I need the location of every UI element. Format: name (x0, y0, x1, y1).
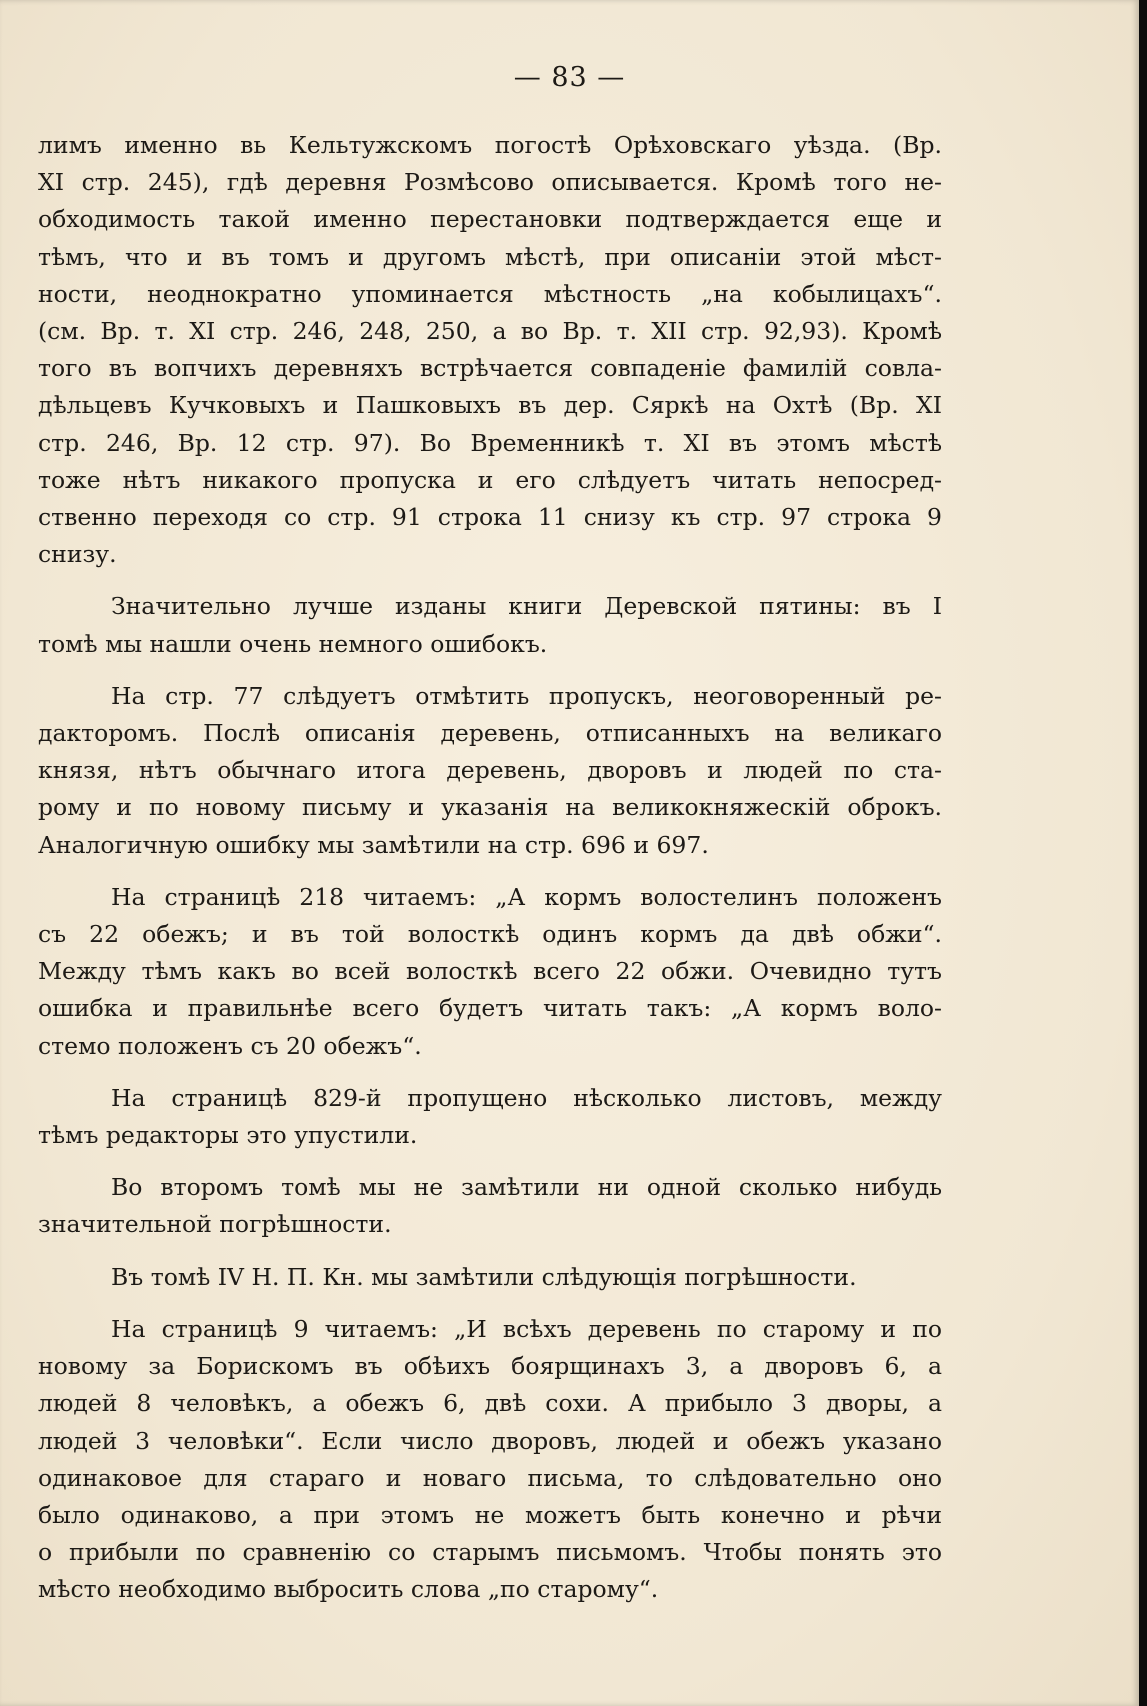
text-line: лимъ именно вь Кельтужскомъ погостѣ Орѣховскаго уѣзда. (Вр. (38, 131, 942, 159)
text-line: одинаковое для стараго и новаго письма, то слѣдовательно оно (38, 1463, 942, 1492)
paragraph-gap (38, 1244, 942, 1259)
text-line: князя, нѣтъ обычнаго итога деревень, дворовъ и людей по ста- (38, 756, 942, 785)
page-number: — 83 — (513, 62, 626, 93)
text-line: рому и по новому письму и указанія на великокняжескій оброкъ. (38, 793, 942, 822)
paragraph-gap (38, 1154, 942, 1169)
text-line: дѣльцевъ Кучковыхъ и Пашковыхъ въ дер. Сяркѣ на Охтѣ (Вр. XI (38, 391, 942, 420)
paragraph-gap (38, 1065, 942, 1080)
paragraph (38, 1169, 942, 1243)
paragraph-gap (38, 1296, 942, 1311)
paragraph-gap (38, 864, 942, 879)
text-line: Аналогичную ошибку мы замѣтили на стр. 696 и 697. (38, 830, 709, 859)
paragraph (38, 588, 942, 662)
paragraph-gap (38, 573, 942, 588)
paragraph (38, 879, 942, 1065)
text-line: На стр. 77 слѣдуетъ отмѣтить пропускъ, неоговоренный ре- (111, 681, 942, 710)
text-line: XI стр. 245), гдѣ деревня Розмѣсово описывается. Кромѣ того не- (38, 168, 942, 197)
text-line: снизу. (38, 540, 117, 569)
paragraph (38, 1080, 942, 1154)
text-line: Во второмъ томѣ мы не замѣтили ни одной сколько нибудь (111, 1173, 942, 1202)
text-line: тѣмъ, что и въ томъ и другомъ мѣстѣ, при описаніи этой мѣст- (38, 242, 942, 271)
text-line: обходимость такой именно перестановки подтверждается еще и (38, 205, 942, 234)
page-edge-shadow (1139, 0, 1147, 1706)
paragraph (38, 127, 942, 573)
text-line: съ 22 обежъ; и въ той волосткѣ одинъ кормъ да двѣ обжи“. (38, 920, 942, 949)
paragraph-gap (38, 663, 942, 678)
text-line: Значительно лучше изданы книги Деревской пятины: въ I (111, 592, 942, 621)
text-line: было одинаково, а при этомъ не можетъ быть конечно и рѣчи (38, 1500, 942, 1529)
paragraph (38, 1311, 942, 1609)
text-line: людей 8 человѣкъ, а обежъ 6, двѣ сохи. А прибыло 3 дворы, а (38, 1389, 942, 1418)
text-line: новому за Борискомъ въ обѣихъ боярщинахъ 3, а дворовъ 6, а (38, 1352, 942, 1381)
text-line: томѣ мы нашли очень немного ошибокъ. (38, 629, 548, 658)
text-line: о прибыли по сравненію со старымъ письмомъ. Чтобы понять это (38, 1538, 942, 1567)
text-line: стр. 246, Вр. 12 стр. 97). Во Временникѣ т. XI въ этомъ мѣстѣ (38, 428, 942, 457)
text-line: дакторомъ. Послѣ описанія деревень, отписанныхъ на великаго (38, 719, 942, 748)
text-line: Въ томѣ IV Н. П. Кн. мы замѣтили слѣдующія погрѣшности. (111, 1262, 857, 1291)
text-line: На страницѣ 218 читаемъ: „А кормъ волостелинъ положенъ (111, 882, 942, 911)
text-line: значительной погрѣшности. (38, 1210, 392, 1239)
text-line: На страницѣ 9 читаемъ: „И всѣхъ деревень по старому и по (111, 1314, 942, 1343)
text-line: стемо положенъ съ 20 обежъ“. (38, 1031, 422, 1060)
text-line: ственно переходя со стр. 91 строка 11 снизу къ стр. 97 строка 9 (38, 503, 942, 532)
text-line: мѣсто необходимо выбросить слова „по старому“. (38, 1575, 659, 1604)
text-line: (см. Вр. т. XI стр. 246, 248, 250, а во Вр. т. XII стр. 92,93). Кромѣ (38, 317, 942, 346)
text-line: людей 3 человѣки“. Если число дворовъ, людей и обежъ указано (38, 1426, 942, 1455)
paragraph (38, 678, 942, 864)
text-line: тѣмъ редакторы это упустили. (38, 1121, 418, 1150)
paragraph (38, 1259, 942, 1296)
page-text (38, 127, 942, 1609)
text-line: тоже нѣтъ никакого пропуска и его слѣдуетъ читать непосред- (38, 465, 942, 494)
text-line: ошибка и правильнѣе всего будетъ читать такъ: „А кормъ воло- (38, 994, 942, 1023)
text-line: того въ вопчихъ деревняхъ встрѣчается совпаденіе фамилій совла- (38, 354, 942, 383)
text-line: Между тѣмъ какъ во всей волосткѣ всего 22 обжи. Очевидно тутъ (38, 957, 942, 986)
text-line: На страницѣ 829-й пропущено нѣсколько листовъ, между (111, 1083, 942, 1112)
text-line: ности, неоднократно упоминается мѣстность „на кобылицахъ“. (38, 279, 942, 308)
